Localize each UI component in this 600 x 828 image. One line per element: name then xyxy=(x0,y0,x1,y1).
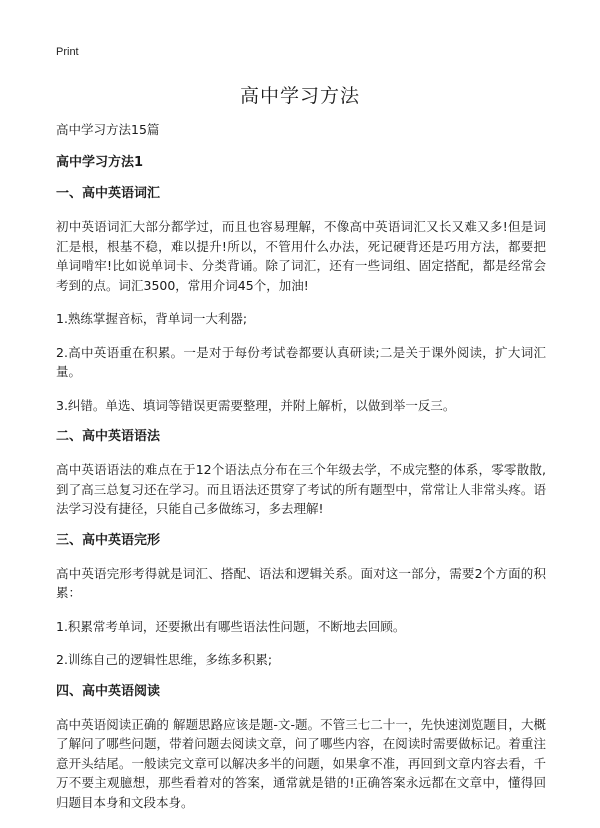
list-item: 1.积累常考单词，还要揪出有哪些语法性问题，不断地去回顾。 xyxy=(56,618,406,634)
list-item: 2.高中英语重在积累。一是对于每份考试卷都要认真研读;二是关于课外阅读，扩大词汇量。 xyxy=(56,344,546,379)
print-link[interactable]: Print xyxy=(56,46,79,58)
section-heading: 三、高中英语完形 xyxy=(56,532,161,548)
section-heading: 一、高中英语词汇 xyxy=(56,186,161,201)
section-vocabulary xyxy=(56,186,546,415)
paragraph: 高中英语阅读正确的 解题思路应该是题-文-题。不管三七二十一，先快速浏览题目，大概了解问了哪些问题，带着问题去阅读文章，问了哪些内容，在阅读时需要做标记。着重注意开头结尾。一般读完文章可以解决多半的问题，如果拿不准，再回到文章内容去看，千万不要主观臆想，那些看着对的答案，通常就是错的!正确答案永远都在文章中，懂得回归题目本身和文段本身。 xyxy=(56,716,546,810)
document-body xyxy=(56,122,546,826)
section-grammar xyxy=(56,429,546,519)
list-item: 2.训练自己的逻辑性思维，多练多积累; xyxy=(56,652,273,667)
list-item: 3.纠错。单选、填词等错误更需要整理，并附上解析，以做到举一反三。 xyxy=(56,397,456,413)
document-title: 高中学习方法 xyxy=(239,85,360,107)
section-heading: 四、高中英语阅读 xyxy=(56,683,161,699)
paragraph: 高中英语完形考得就是词汇、搭配、语法和逻辑关系。面对这一部分，需要2个方面的积累： xyxy=(56,565,546,600)
section-cloze xyxy=(56,533,546,670)
article-heading: 高中学习方法1 xyxy=(56,155,144,170)
list-item: 1.熟练掌握音标，背单词一大利器; xyxy=(56,311,248,326)
section-reading xyxy=(56,684,546,813)
paragraph: 初中英语词汇大部分都学过，而且也容易理解，不像高中英语词汇又长又难又多!但是词汇是根，根基不稳，难以提升!所以，不管用什么办法，死记硬背还是巧用方法，都要把单词啃牢!比如说单词卡、分类背诵。除了词汇，还有一些词组、固定搭配，都是经常会考到的点。词汇3500，常用介词45个，加油! xyxy=(56,219,546,293)
section-heading: 二、高中英语语法 xyxy=(56,429,161,444)
document-subtitle: 高中学习方法15篇 xyxy=(56,122,160,137)
paragraph: 高中英语语法的难点在于12个语法点分布在三个年级去学，不成完整的体系，零零散散,到了高三总复习还在学习。而且语法还贯穿了考试的所有题型中，常常让人非常头疼。语法学习没有捷径，只能自己多做练习，多去理解! xyxy=(56,462,546,516)
